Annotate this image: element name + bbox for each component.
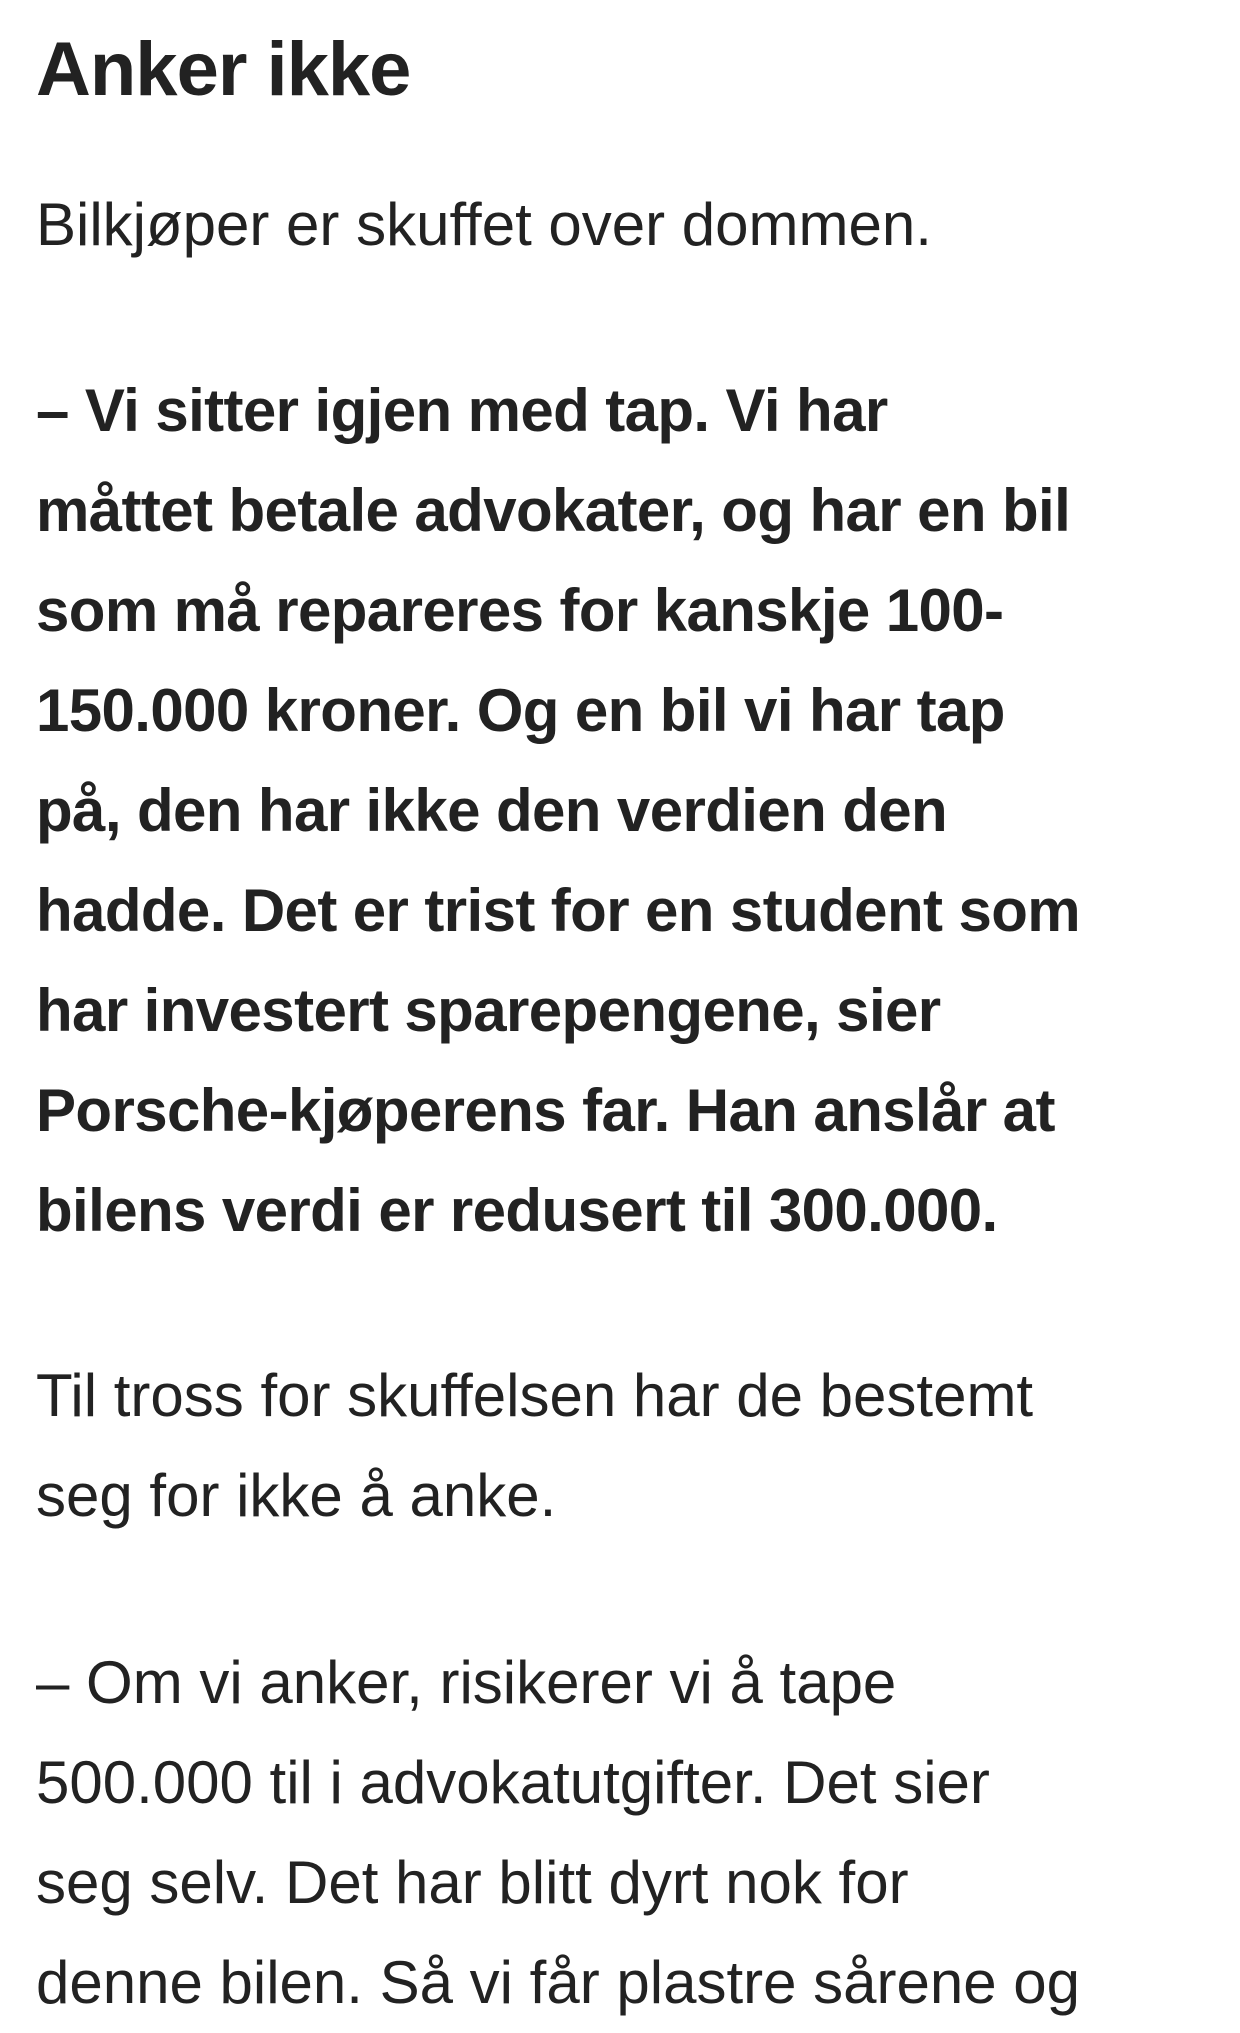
section-heading: Anker ikke <box>36 27 411 112</box>
paragraph-line: bilens verdi er redusert til 300.000. <box>36 1177 998 1244</box>
paragraph-line: på, den har ikke den verdien den <box>36 777 948 844</box>
paragraph-line: seg selv. Det har blitt dyrt nok for <box>36 1849 909 1916</box>
paragraph-intro <box>36 175 1221 275</box>
paragraph-line: 500.000 til i advokatutgifter. Det sier <box>36 1749 990 1816</box>
paragraph-line: måttet betale advokater, og har en bil <box>36 477 1071 544</box>
paragraph-line: Porsche-kjøperens far. Han anslår at <box>36 1077 1055 1144</box>
paragraph-line: Til tross for skuffelsen har de bestemt <box>36 1362 1034 1429</box>
paragraph-line: – Om vi anker, risikerer vi å tape <box>36 1649 897 1716</box>
paragraph-line: Bilkjøper er skuffet over dommen. <box>36 191 932 258</box>
paragraph-line: seg for ikke å anke. <box>36 1462 557 1529</box>
paragraph-quote <box>36 1633 1221 2033</box>
paragraph-line: har investert sparepengene, sier <box>36 977 941 1044</box>
paragraph-line: – Vi sitter igjen med tap. Vi har <box>36 377 888 444</box>
paragraph-quote-bold <box>36 361 1221 1261</box>
paragraph-line: denne bilen. Så vi får plastre sårene og <box>36 1949 1080 2016</box>
paragraph-line: som må repareres for kanskje 100- <box>36 577 1004 644</box>
paragraph-decision <box>36 1346 1221 1546</box>
paragraph-line: 150.000 kroner. Og en bil vi har tap <box>36 677 1005 744</box>
paragraph-line: hadde. Det er trist for en student som <box>36 877 1081 944</box>
